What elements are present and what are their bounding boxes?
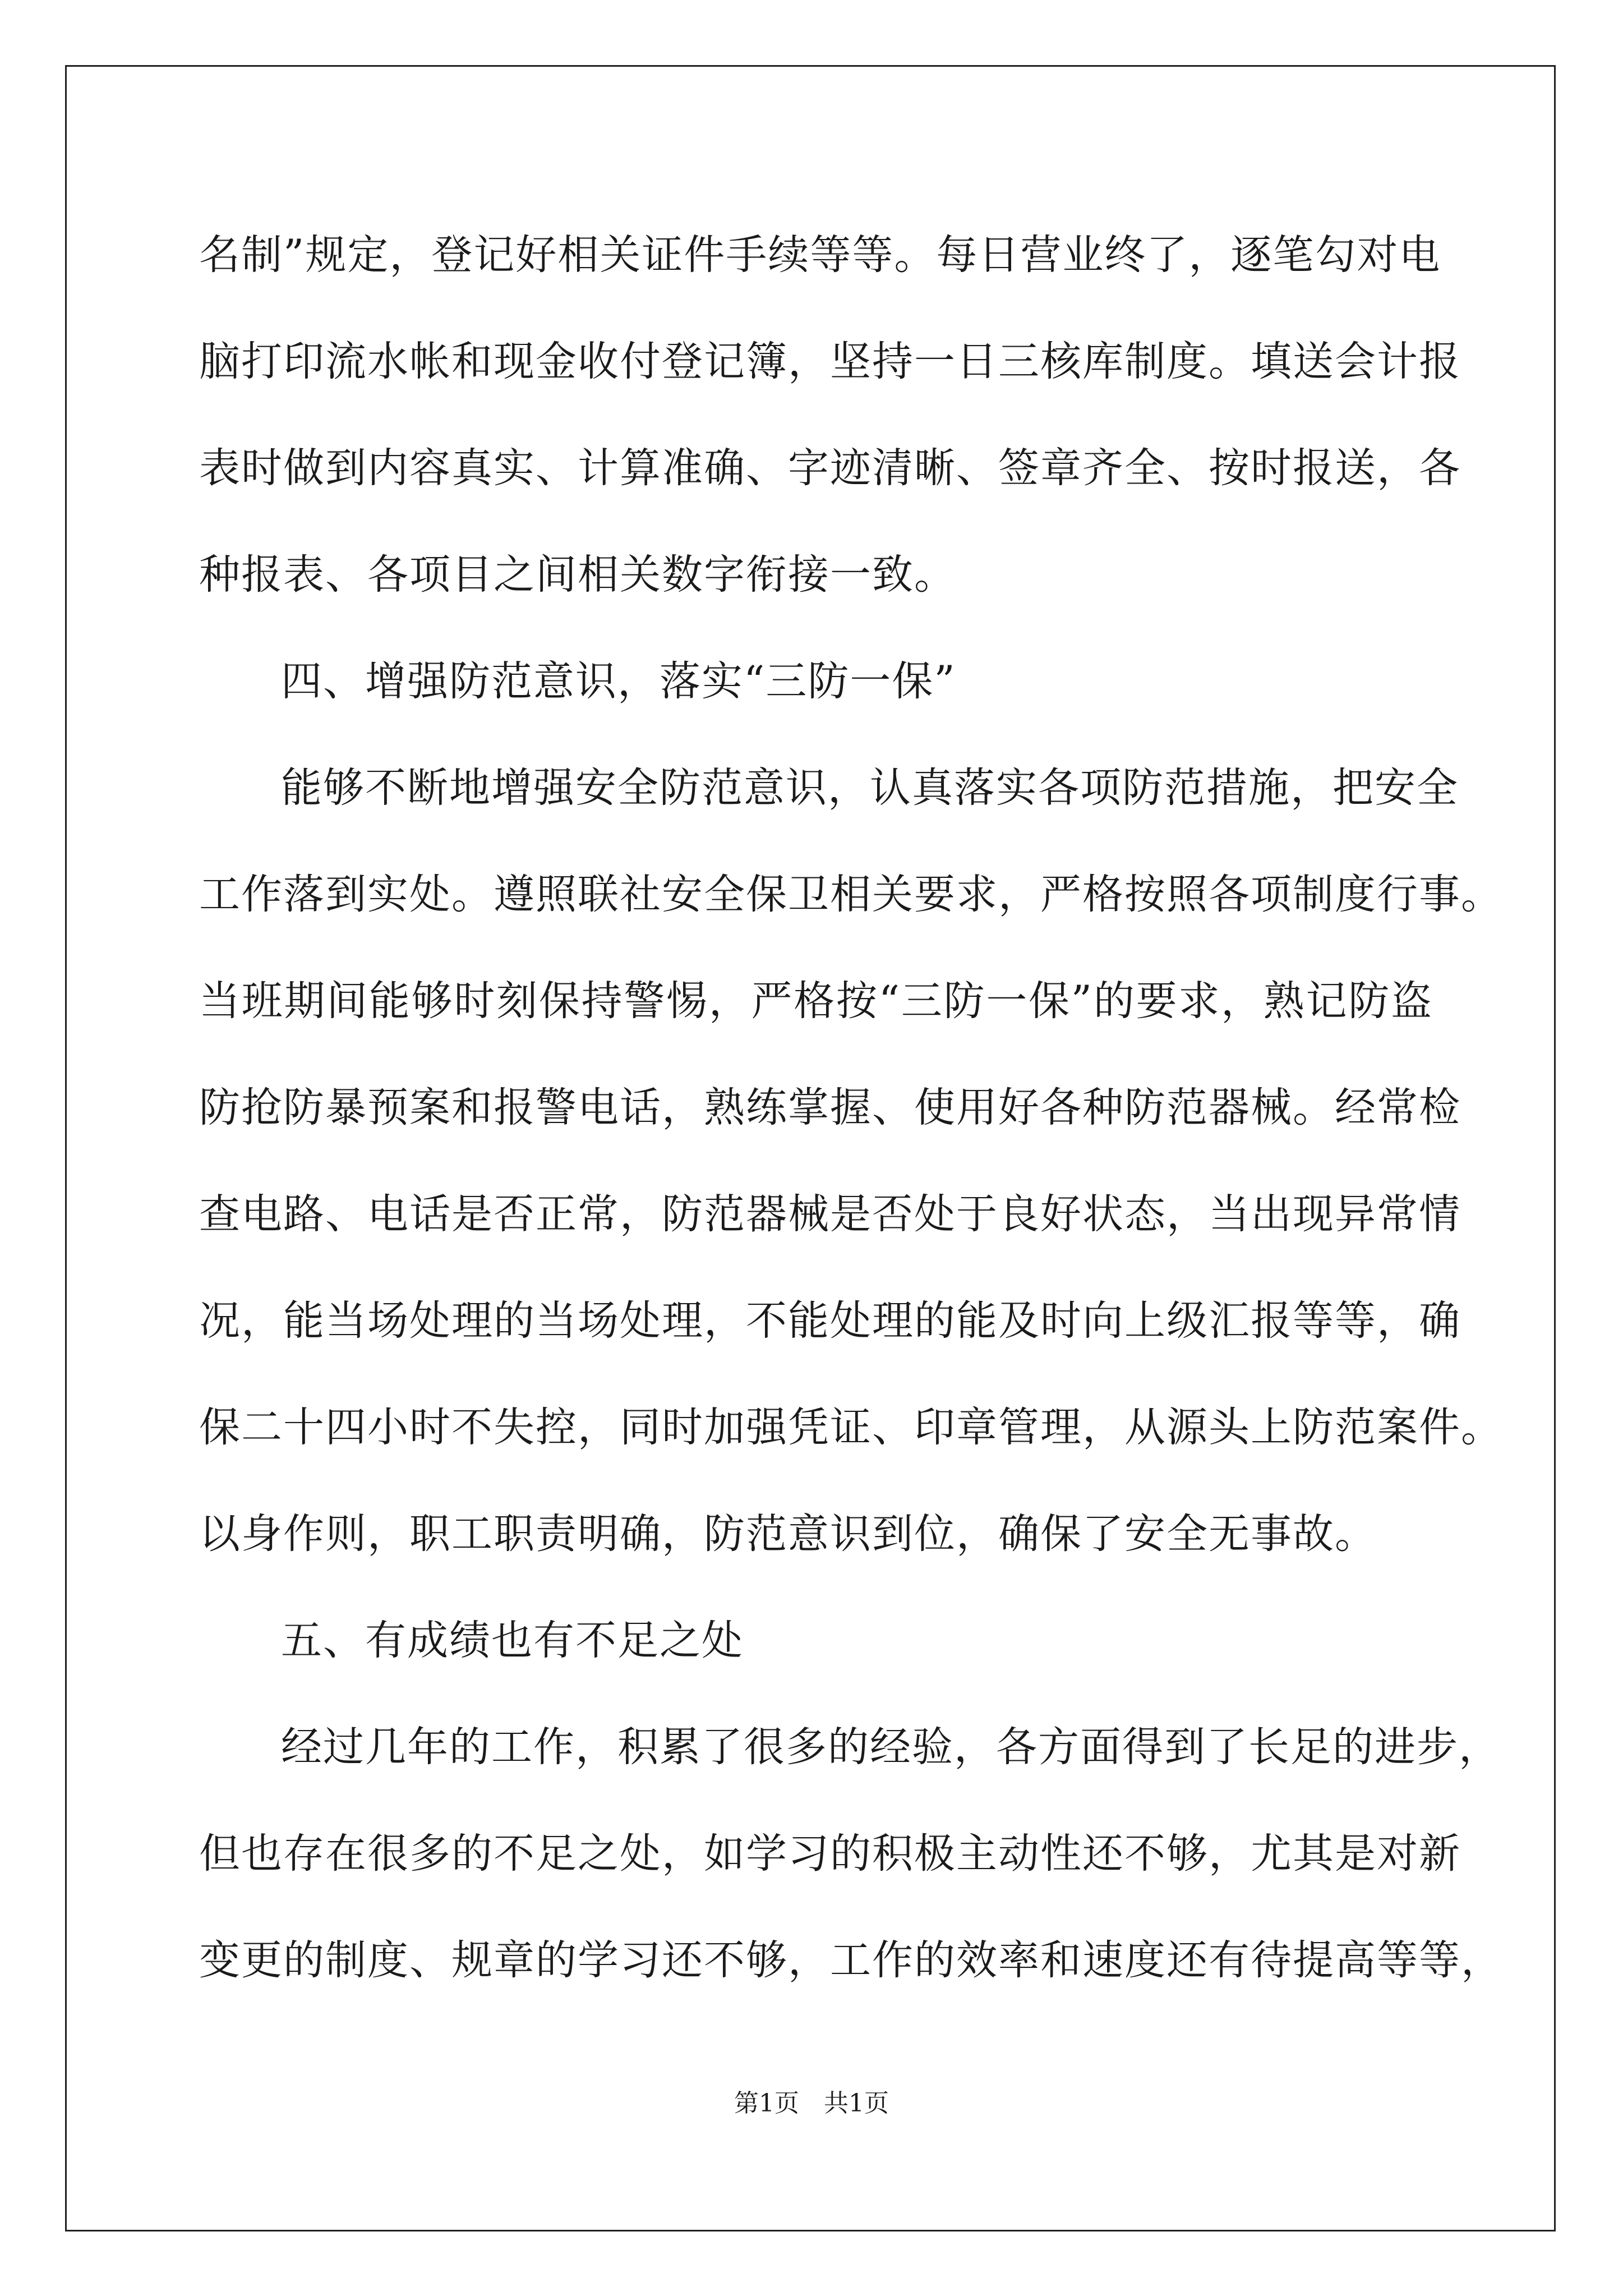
paragraph-line: 能够不断地增强安全防范意识，认真落实各项防范措施，把安全 xyxy=(281,764,1459,812)
paragraph-line: 况，能当场处理的当场处理，不能处理的能及时向上级汇报等等，确 xyxy=(199,1297,1461,1345)
paragraph-line: 保二十四小时不失控，同时加强凭证、印章管理，从源头上防范案件。 xyxy=(199,1404,1503,1451)
paragraph-line: 脑打印流水帐和现金收付登记簿，坚持一日三核库制度。填送会计报 xyxy=(199,338,1461,385)
paragraph-line: 但也存在很多的不足之处，如学习的积极主动性还不够，尤其是对新 xyxy=(199,1830,1461,1878)
paragraph-line: 以身作则，职工职责明确，防范意识到位，确保了安全无事故。 xyxy=(199,1510,1377,1558)
paragraph-line: 经过几年的工作，积累了很多的经验，各方面得到了长足的进步， xyxy=(281,1723,1501,1771)
section-heading-five: 五、有成绩也有不足之处 xyxy=(281,1617,744,1664)
paragraph-line: 表时做到内容真实、计算准确、字迹清晰、签章齐全、按时报送，各 xyxy=(199,444,1461,492)
paragraph-line: 种报表、各项目之间相关数字衔接一致。 xyxy=(199,551,956,599)
paragraph-line: 名制”规定，登记好相关证件手续等等。每日营业终了，逐笔勾对电 xyxy=(199,231,1441,279)
section-heading-four: 四、增强防范意识，落实“三防一保” xyxy=(281,657,956,705)
document-body xyxy=(199,202,1503,2014)
paragraph-line: 变更的制度、规章的学习还不够，工作的效率和速度还有待提高等等， xyxy=(199,1936,1503,1984)
paragraph-line: 防抢防暴预案和报警电话，熟练掌握、使用好各种防范器械。经常检 xyxy=(199,1084,1461,1131)
paragraph-line: 当班期间能够时刻保持警惕，严格按“三防一保”的要求，熟记防盗 xyxy=(199,977,1433,1025)
paragraph-line: 查电路、电话是否正常，防范器械是否处于良好状态，当出现异常情 xyxy=(199,1190,1461,1238)
page-number-footer: 第1页 共1页 xyxy=(734,2089,889,2118)
paragraph-line: 工作落到实处。遵照联社安全保卫相关要求，严格按照各项制度行事。 xyxy=(199,871,1503,918)
